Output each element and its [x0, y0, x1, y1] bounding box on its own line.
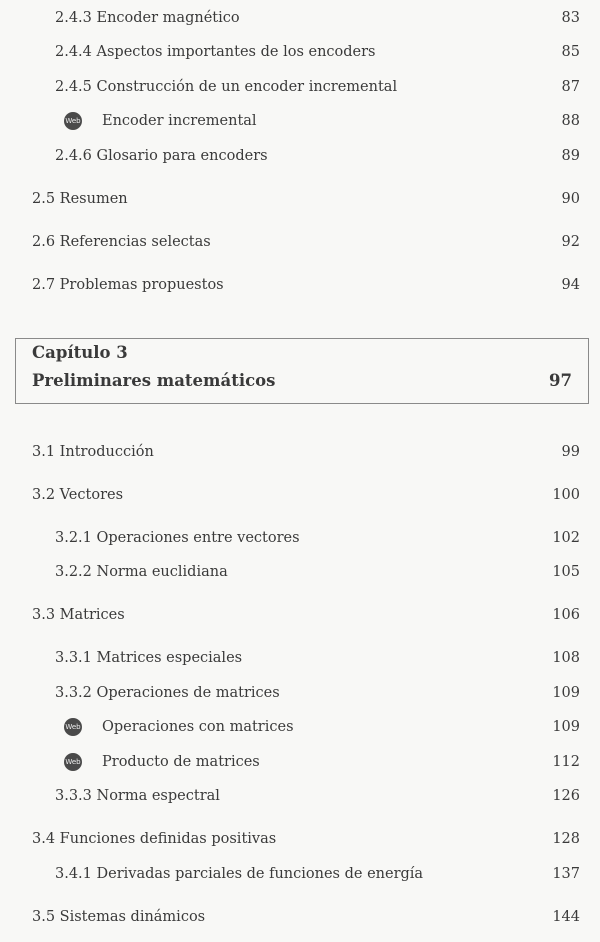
toc-entry-title: 2.5 Resumen: [32, 191, 128, 207]
toc-entry-page: 109: [552, 719, 580, 735]
toc-entry-page: 106: [552, 607, 580, 623]
toc-entry-title: 3.1 Introducción: [32, 444, 154, 460]
toc-entry: [0, 827, 600, 851]
toc-entry-page: 99: [561, 444, 580, 460]
toc-entry-title: 3.2.1 Operaciones entre vectores: [55, 530, 300, 546]
chapter-3-box: [15, 338, 589, 404]
toc-entry: [0, 646, 600, 670]
toc-entry: [0, 144, 600, 168]
toc-entry-page: 87: [561, 79, 580, 95]
toc-entry-page: 90: [561, 191, 580, 207]
toc-entry: [0, 784, 600, 808]
toc-entry-page: 94: [561, 277, 580, 293]
toc-entry-title: 3.3 Matrices: [32, 607, 125, 623]
toc-entry-page: 109: [552, 685, 580, 701]
web-icon: Web: [64, 753, 82, 771]
toc-entry-page: 126: [552, 788, 580, 804]
toc-entry-title: 2.4.4 Aspectos importantes de los encoders: [55, 44, 376, 60]
toc-entry-title: Producto de matrices: [102, 754, 260, 770]
toc-entry: [0, 230, 600, 254]
toc-entry-page: 85: [561, 44, 580, 60]
toc-entry-title: 2.6 Referencias selectas: [32, 234, 211, 250]
toc-entry-title: 3.4 Funciones definidas positivas: [32, 831, 277, 847]
chapter-page: 97: [549, 371, 572, 390]
toc-entry-page: 144: [552, 909, 580, 925]
toc-entry: [0, 526, 600, 550]
toc-entry: [0, 750, 600, 774]
web-icon: Web: [64, 718, 82, 736]
toc-entry: [0, 862, 600, 886]
toc-entry: [0, 75, 600, 99]
toc-entry-page: 112: [552, 754, 580, 770]
toc-entry-page: 83: [561, 10, 580, 26]
toc-entry: [0, 603, 600, 627]
toc-entry-title: 3.3.1 Matrices especiales: [55, 650, 243, 666]
toc-entry-page: 105: [552, 564, 580, 580]
toc-entry: [0, 681, 600, 705]
toc-entry-page: 102: [552, 530, 580, 546]
toc-entry-page: 92: [561, 234, 580, 250]
toc-entry-page: 89: [561, 148, 580, 164]
toc-entry: [0, 560, 600, 584]
toc-entry-page: 100: [552, 487, 580, 503]
toc-entry-title: 2.4.3 Encoder magnético: [55, 10, 240, 26]
toc-entry-title: 2.4.5 Construcción de un encoder incremental: [55, 79, 398, 95]
toc-entry-title: 3.3.3 Norma espectral: [55, 788, 220, 804]
toc-entry-title: Operaciones con matrices: [102, 719, 294, 735]
toc-entry-title: 2.7 Problemas propuestos: [32, 277, 224, 293]
toc-entry-title: 3.2 Vectores: [32, 487, 124, 503]
toc-entry-page: 108: [552, 650, 580, 666]
toc-entry-title: 2.4.6 Glosario para encoders: [55, 148, 268, 164]
toc-entry: [0, 187, 600, 211]
toc-entry: [0, 440, 600, 464]
toc-entry: [0, 40, 600, 64]
toc-entry: [0, 905, 600, 929]
toc-entry-title: 3.3.2 Operaciones de matrices: [55, 685, 280, 701]
toc-entry-page: 128: [552, 831, 580, 847]
toc-entry: [0, 109, 600, 133]
toc-entry-title: Encoder incremental: [102, 113, 257, 129]
chapter-label: Capítulo 3: [32, 343, 128, 362]
toc-entry: [0, 273, 600, 297]
toc-entry-title: 3.5 Sistemas dinámicos: [32, 909, 206, 925]
chapter-title: Preliminares matemáticos: [32, 371, 276, 390]
toc-entry: [0, 483, 600, 507]
toc-entry-page: 88: [561, 113, 580, 129]
toc-entry-title: 3.2.2 Norma euclidiana: [55, 564, 228, 580]
web-icon: Web: [64, 112, 82, 130]
toc-entry-page: 137: [552, 866, 580, 882]
toc-entry-title: 3.4.1 Derivadas parciales de funciones de energía: [55, 866, 424, 882]
toc-entry: [0, 6, 600, 30]
toc-entry: [0, 715, 600, 739]
